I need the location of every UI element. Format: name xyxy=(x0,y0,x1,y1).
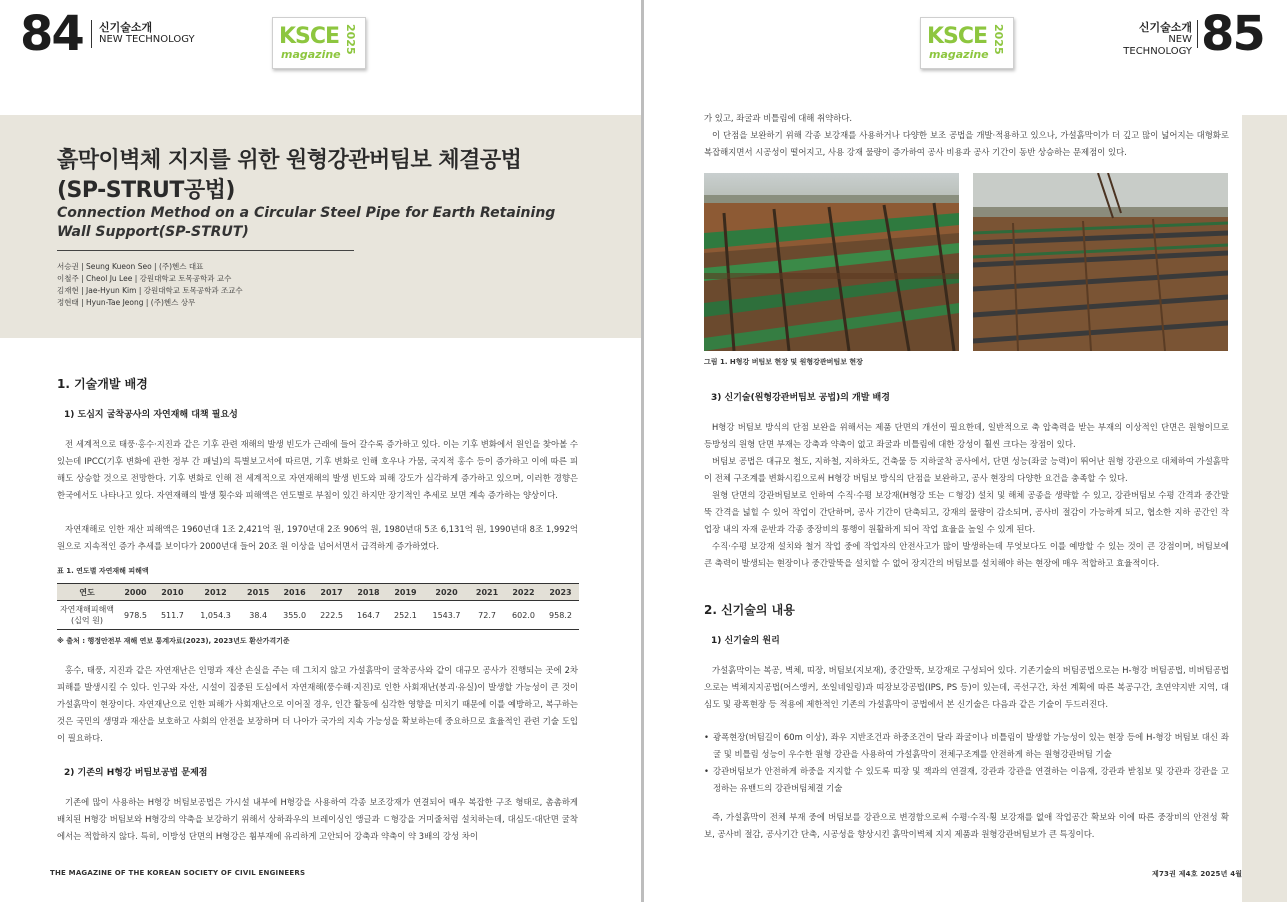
steel-pipe-strut-site-photo xyxy=(973,173,1228,351)
bullet-item: • 강관버팀보가 안전하게 하중을 지지할 수 있도록 띠장 및 잭과의 연결재, 강관과 강관을 연결하는 이음재, 강관과 받침보 및 강관과 강관을 고정하는 유밴드의 강관버팀체결 기술 xyxy=(704,763,1229,797)
table-cell: 252.1 xyxy=(387,601,424,630)
body-paragraph: 즉, 가설흙막이 전체 부재 중에 버팀보를 강관으로 변경함으로써 수평·수직·횡 보강재를 없애 작업공간 확보와 이에 따른 중장비의 안전성 확보, 공사비 절감, 공사기간 단축, 시공성을 향상시킨 흙막이벽체 지지 제품과 원형강관버팀보가 큰 특징이다. xyxy=(704,812,1229,839)
article-title-ko-line2: (SP-STRUT공법) xyxy=(57,178,235,203)
table-header-cell: 연도 xyxy=(57,584,117,601)
table-row-label xyxy=(57,601,117,630)
table-header-cell: 2020 xyxy=(424,584,469,601)
table-header-cell: 2015 xyxy=(240,584,276,601)
table-row-label-line2: (십억 원) xyxy=(71,616,103,625)
feature-bullet-list xyxy=(704,729,1229,797)
article-title-en-line2: Wall Support(SP-STRUT) xyxy=(57,224,249,240)
section-label-en: NEW TECHNOLOGY xyxy=(99,34,195,45)
header-divider xyxy=(91,20,92,48)
title-rule xyxy=(57,250,354,251)
page-number: 84 xyxy=(20,6,83,62)
section-label-ko: 신기술소개 xyxy=(1138,21,1192,34)
body-paragraph: 이 단점을 보완하기 위해 각종 보강재를 사용하거나 다양한 보조 공법을 개발·적용하고 있으나, 가설흙막이가 더 깊고 많이 넓어지는 대형화로 복잡해지면서 시공성이 떨어지고, 사용 강재 물량이 증가하여 공사 비용과 공사 기간이 동반 상승하는 문제점이 있다. xyxy=(704,130,1229,157)
body-paragraph: 자연재해로 인한 재산 피해액은 1960년대 1조 2,421억 원, 1970년대 2조 906억 원, 1980년대 5조 6,131억 원, 1990년대 8조 1,992억 원으로 지속적인 증가 추세를 보이다가 2000년대 들어 20조 원 이상을 넘어서면서 급격하게 증가하였다. xyxy=(57,524,578,551)
section-heading: 1. 기술개발 배경 xyxy=(57,377,148,391)
table-cell: 1,054.3 xyxy=(191,601,240,630)
page-footer: 제73권 제4호 2025년 4월 xyxy=(1152,870,1243,878)
table-cell: 38.4 xyxy=(240,601,276,630)
body-paragraph: 버팀보 공법은 대규모 철도, 지하철, 지하차도, 건축물 등 지하굴착 공사에서, 단면 성능(좌굴 능력)이 뛰어난 원형 강관으로 대체하여 가설흙막이 전체 구조계를 변화시킴으로써 H형강 버팀보 방식의 단점을 보완하고, 공사 현장의 다양한 요건을 충족할 수 있다. xyxy=(704,456,1229,483)
left-page xyxy=(0,0,641,902)
bullet-item: • 광폭현장(버팀길이 60m 이상), 좌우 지반조건과 하중조건이 달라 좌굴이나 비틀림이 발생할 가능성이 있는 현장 등에 H-형강 버팀보 대신 좌굴 및 비틀림 성능이 우수한 원형 강관을 사용하여 가설흙막이 전체구조계를 안전하게 하는 원형강관버팀 기술 xyxy=(704,729,1229,763)
body-paragraph: 가설흙막이는 복공, 벽체, 띠장, 버팀보(지보재), 중간말뚝, 보강재로 구성되어 있다. 기존기술의 버팀공법으로는 H-형강 버팀공법, 비버팀공법으로는 벽체지지공법(어스앵커, 쏘일네일링)과 띠장보강공법(IPS, PS 등)이 있는데, 곡선구간, 차선 계획에 따른 복공구간, 초연약지반 지역, 대심도 및 광폭현장 등 적용에 제한적인 기존의 가설흙막이 공법에서 본 신기술은 다음과 같은 기술이 두드러진다. xyxy=(704,665,1229,709)
section-label xyxy=(99,22,195,46)
table-header-cell: 2000 xyxy=(117,584,154,601)
article-title-ko xyxy=(57,146,521,206)
table-header-cell: 2019 xyxy=(387,584,424,601)
table-cell: 602.0 xyxy=(505,601,542,630)
table-header-cell: 2012 xyxy=(191,584,240,601)
subsection-heading: 1) 도심지 굴착공사의 자연재해 대책 필요성 xyxy=(64,410,238,420)
figure-caption: 그림 1. H형강 버팀보 현장 및 원형강관버팀보 현장 xyxy=(704,358,863,366)
ksce-magazine-logo xyxy=(272,17,366,69)
article-title-en xyxy=(57,204,555,242)
table-source-note: ※ 출처 : 행정안전부 재해 연보 통계자료(2023), 2023년도 환산가격기준 xyxy=(57,637,290,645)
h-beam-strut-site-image xyxy=(704,173,959,351)
table-cell: 72.7 xyxy=(469,601,505,630)
table-cell: 958.2 xyxy=(542,601,579,630)
subsection-heading: 2) 기존의 H형강 버팀보공법 문제점 xyxy=(64,768,208,778)
author: 이철주 | Cheol Ju Lee | 강원대학교 토목공학과 교수 xyxy=(57,274,232,283)
table-header-row xyxy=(57,584,579,601)
section-heading: 2. 신기술의 내용 xyxy=(704,603,795,617)
author: 정현태 | Hyun-Tae Jeong | (주)헨스 상무 xyxy=(57,298,196,307)
section-label xyxy=(1100,22,1192,58)
table-header-cell: 2021 xyxy=(469,584,505,601)
body-paragraph: 가 있고, 좌굴과 비틀림에 대해 취약하다. xyxy=(704,113,853,123)
table-row xyxy=(57,601,579,630)
body-paragraph: H형강 버팀보 방식의 단점 보완을 위해서는 제품 단면의 개선이 필요한데, 일반적으로 축 압축력을 받는 부재의 이상적인 단면은 원형이므로 등방성의 원형 단면 부재는 강축과 약축이 없고 좌굴과 비틀림에 대한 강성이 훨씬 크다는 장점이 있다. xyxy=(704,422,1229,449)
table-header-cell: 2018 xyxy=(350,584,387,601)
table-cell: 511.7 xyxy=(154,601,191,630)
section-label-ko: 신기술소개 xyxy=(99,21,153,34)
article-title-en-line1: Connection Method on a Circular Steel Pipe for Earth Retaining xyxy=(57,205,556,221)
table-cell: 222.5 xyxy=(313,601,350,630)
table-header-cell: 2010 xyxy=(154,584,191,601)
author-list xyxy=(57,261,243,309)
table-row-label-line1: 자연재해피해액 xyxy=(59,605,115,614)
table-caption: 표 1. 연도별 자연재해 피해액 xyxy=(57,567,149,575)
table-header-cell: 2023 xyxy=(542,584,579,601)
ksce-magazine-logo xyxy=(920,17,1014,69)
h-beam-strut-site-photo xyxy=(704,173,959,351)
body-paragraph: 기존에 많이 사용하는 H형강 버팀보공법은 가시설 내부에 H형강을 사용하여 각종 보조강재가 연결되어 매우 복잡한 구조 형태로, 촘촘하게 배치된 H형강 버팀보와 H형강의 약축을 보강하기 위해서 상하좌우의 브레이싱인 앵글과 ㄷ형강을 거미줄처럼 설치하는데, 대심도·대단면 굴착에서는 적합하지 않다. 특히, 이방성 단면의 H형강은 휨부재에 유리하게 고안되어 강축과 약축이 약 3배의 강성 차이 xyxy=(57,797,578,841)
page-footer: THE MAGAZINE OF THE KOREAN SOCIETY OF CIVIL ENGINEERS xyxy=(50,869,306,877)
header-divider xyxy=(1197,20,1198,48)
table-cell: 355.0 xyxy=(276,601,313,630)
table-cell: 164.7 xyxy=(350,601,387,630)
table-cell: 1543.7 xyxy=(424,601,469,630)
logo-year: 2025 xyxy=(344,24,357,55)
body-paragraph: 수직·수평 보강재 설치와 철거 작업 중에 작업자의 안전사고가 많이 발생하는데 무엇보다도 이를 예방할 수 있는 것이 큰 강점이며, 버팀보에 큰 축력이 발생되는 현장이나 중간말뚝을 설치할 수 없어 장지간의 버팀보를 설치해야 하는 현장에 매우 적합하고 효율적이다. xyxy=(704,541,1229,568)
section-label-en: NEW TECHNOLOGY xyxy=(1123,34,1192,57)
logo-brand: KSCE xyxy=(279,24,340,49)
body-paragraph: 원형 단면의 강관버팀보로 인하여 수직·수평 보강재(H형강 또는 ㄷ형강) 설치 및 해체 공종을 생략할 수 있고, 강관버팀보 수평 간격과 중간말뚝 간격을 넓힐 수 있어 작업이 간단하며, 공사 기간이 단축되고, 강재의 물량이 감소되며, 공사비 절감이 가능하게 되고, 협소한 지하 공간인 작업장 내의 자재 운반과 각종 중장비의 통행이 원활하게 되어 작업 효율을 높일 수 있게 된다. xyxy=(704,490,1229,534)
page-number: 85 xyxy=(1201,6,1264,62)
logo-sub: magazine xyxy=(281,48,341,61)
logo-sub: magazine xyxy=(929,48,989,61)
right-page xyxy=(644,0,1287,902)
table-cell: 978.5 xyxy=(117,601,154,630)
subsection-heading: 3) 신기술(원형강관버팀보 공법)의 개발 배경 xyxy=(711,393,890,403)
author: 서승권 | Seung Kueon Seo | (주)헨스 대표 xyxy=(57,262,204,271)
article-title-ko-line1: 흙막이벽체 지지를 위한 원형강관버팀보 체결공법 xyxy=(57,148,522,173)
logo-brand: KSCE xyxy=(927,24,988,49)
subsection-heading: 1) 신기술의 원리 xyxy=(711,636,780,646)
table-header-cell: 2016 xyxy=(276,584,313,601)
table-header-cell: 2022 xyxy=(505,584,542,601)
body-paragraph: 전 세계적으로 태풍·홍수·지진과 같은 기후 관련 재해의 발생 빈도가 근래에 들어 갈수록 증가하고 있다. 이는 기후 변화에서 원인을 찾아볼 수 있는데 IPCC(기후 변화에 관한 정부 간 패널)의 특별보고서에 따르면, 기후 변화로 인해 호우나 가뭄, 국지적 홍수 등이 증가하고 이에 따른 피해도 상승할 것으로 전망한다. 기후 변화로 인해 전 세계적으로 자연재해의 발생 빈도와 피해 강도가 심각하게 증가하고 있으며, 이러한 경향은 한국에서도 나타나고 있다. 자연재해의 발생 횟수와 피해액은 연도별로 부침이 있긴 하지만 장기적인 추세로 보면 계속 증가하는 양상이다. xyxy=(57,439,578,500)
right-margin-band xyxy=(1242,115,1287,902)
steel-pipe-strut-site-image xyxy=(973,173,1228,351)
table-header-cell: 2017 xyxy=(313,584,350,601)
body-paragraph: 홍수, 태풍, 지진과 같은 자연재난은 인명과 재산 손실을 주는 데 그치지 않고 가설흙막이 굴착공사와 같이 대규모 공사가 진행되는 곳에 2차 피해를 발생시킬 수 있다. 인구와 자산, 시설이 집중된 도심에서 자연재해(풍수해·지진)로 인한 사회재난(붕괴·유실)이 발생할 가능성이 큰 것이 가설흙막이 현장이다. 자연재난으로 인한 피해가 사회재난으로 이어질 경우, 인간 활동에 심각한 영향을 미치기 때문에 이를 예방하고, 복구하는 것은 국민의 생명과 재산을 보호하고 사회의 안전을 보장하며 더 나아가 국가의 지속 가능성을 확보하는데 중요하므로 효율적인 관련 기술 도입이 필요하다. xyxy=(57,665,578,743)
disaster-damage-table xyxy=(57,583,579,630)
author: 김재현 | Jae-Hyun Kim | 강원대학교 토목공학과 조교수 xyxy=(57,286,243,295)
logo-year: 2025 xyxy=(992,24,1005,55)
